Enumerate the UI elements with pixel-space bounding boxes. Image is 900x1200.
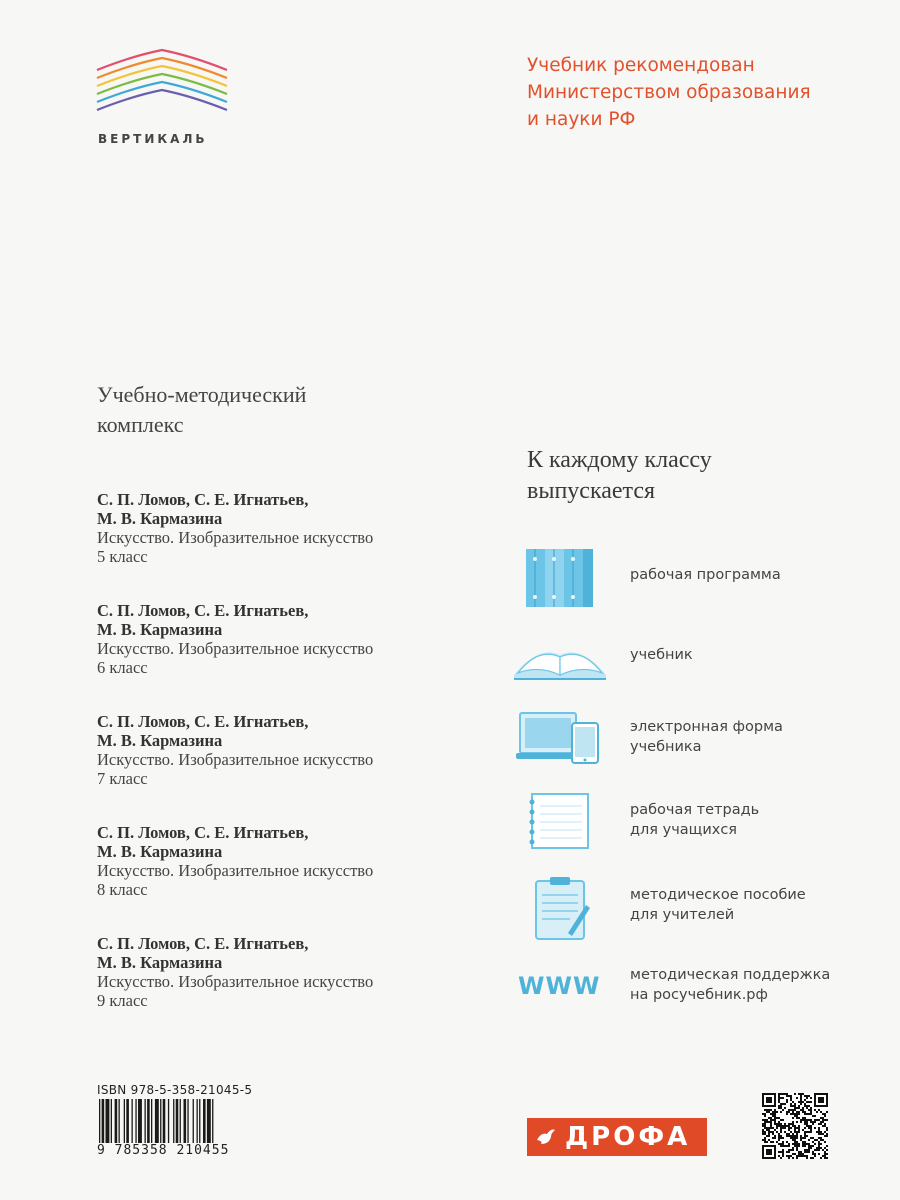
product-label [630,565,870,585]
book-authors: С. П. Ломов, С. Е. Игнатьев, М. В. Кармазина [97,823,309,861]
open-book-icon [510,625,610,691]
product-label [630,645,870,665]
book-entry [97,601,497,712]
product-label-line: методическое пособие [630,887,806,903]
book-grade: 6 класс [97,658,148,677]
product-e-textbook [510,707,870,777]
recommendation-line: и науки РФ [527,109,636,130]
umk-heading [97,380,417,440]
barcode-digits: 9 785358 210455 [97,1143,230,1158]
product-label-line: для учителей [630,907,735,923]
umk-heading-line: Учебно-методический [97,382,307,407]
book-authors: С. П. Ломов, С. Е. Игнатьев, М. В. Кармазина [97,934,309,972]
product-label-line: методическая поддержка [630,967,831,983]
book-entry [97,490,497,601]
book-entry [97,934,497,1045]
book-authors: С. П. Ломов, С. Е. Игнатьев, М. В. Кармазина [97,490,309,528]
product-online-support [510,965,870,1035]
isbn-text: ISBN 978-5-358-21045-5 [97,1083,253,1097]
book-authors: С. П. Ломов, С. Е. Игнатьев, М. В. Кармазина [97,712,309,750]
qr-code-icon [762,1093,828,1159]
book-title: Искусство. Изобразительное искусство [97,528,374,547]
binders-icon [510,545,610,611]
product-label-line: учебник [630,647,693,663]
book-grade: 7 класс [97,769,148,788]
book-authors: С. П. Ломов, С. Е. Игнатьев, М. В. Кармазина [97,601,309,639]
vertikal-arcs-logo-icon [92,48,232,128]
clipboard-icon [510,875,610,941]
devices-icon [510,707,610,773]
product-label [630,885,870,925]
recommendation-line: Учебник рекомендован [527,55,755,76]
book-entry [97,823,497,934]
drofa-bird-icon [527,1118,565,1156]
notebook-icon [510,790,610,856]
series-heading [527,445,847,507]
www-icon-text: WWW [518,972,601,1000]
barcode [97,1099,277,1147]
product-label [630,800,870,840]
product-work-program [510,545,870,615]
book-grade: 9 класс [97,991,148,1010]
series-heading-line: К каждому классу [527,447,712,473]
book-title: Искусство. Изобразительное искусство [97,750,374,769]
book-list [97,490,497,1045]
product-label [630,965,870,1005]
product-label [630,717,870,757]
product-label-line: учебника [630,739,702,755]
umk-heading-line: комплекс [97,412,184,437]
book-title: Искусство. Изобразительное искусство [97,972,374,991]
recommendation-line: Министерством образования [527,82,811,103]
vertikal-logo [92,48,242,148]
series-heading-line: выпускается [527,478,656,504]
ministry-recommendation [527,52,877,133]
publisher-name: ДРОФА [565,1122,691,1152]
product-label-line: рабочая программа [630,567,781,583]
book-title: Искусство. Изобразительное искусство [97,639,374,658]
publisher-logo [527,1118,707,1156]
product-label-line: на росучебник.рф [630,987,768,1003]
book-grade: 5 класс [97,547,148,566]
product-label-line: электронная форма [630,719,783,735]
product-workbook [510,790,870,860]
book-grade: 8 класс [97,880,148,899]
product-label-line: для учащихся [630,822,738,838]
logo-wordmark: ВЕРТИКАЛЬ [98,132,208,146]
product-teacher-guide [510,875,870,945]
book-title: Искусство. Изобразительное искусство [97,861,374,880]
product-textbook [510,625,870,695]
product-label-line: рабочая тетрадь [630,802,760,818]
www-icon [518,953,618,1019]
book-entry [97,712,497,823]
